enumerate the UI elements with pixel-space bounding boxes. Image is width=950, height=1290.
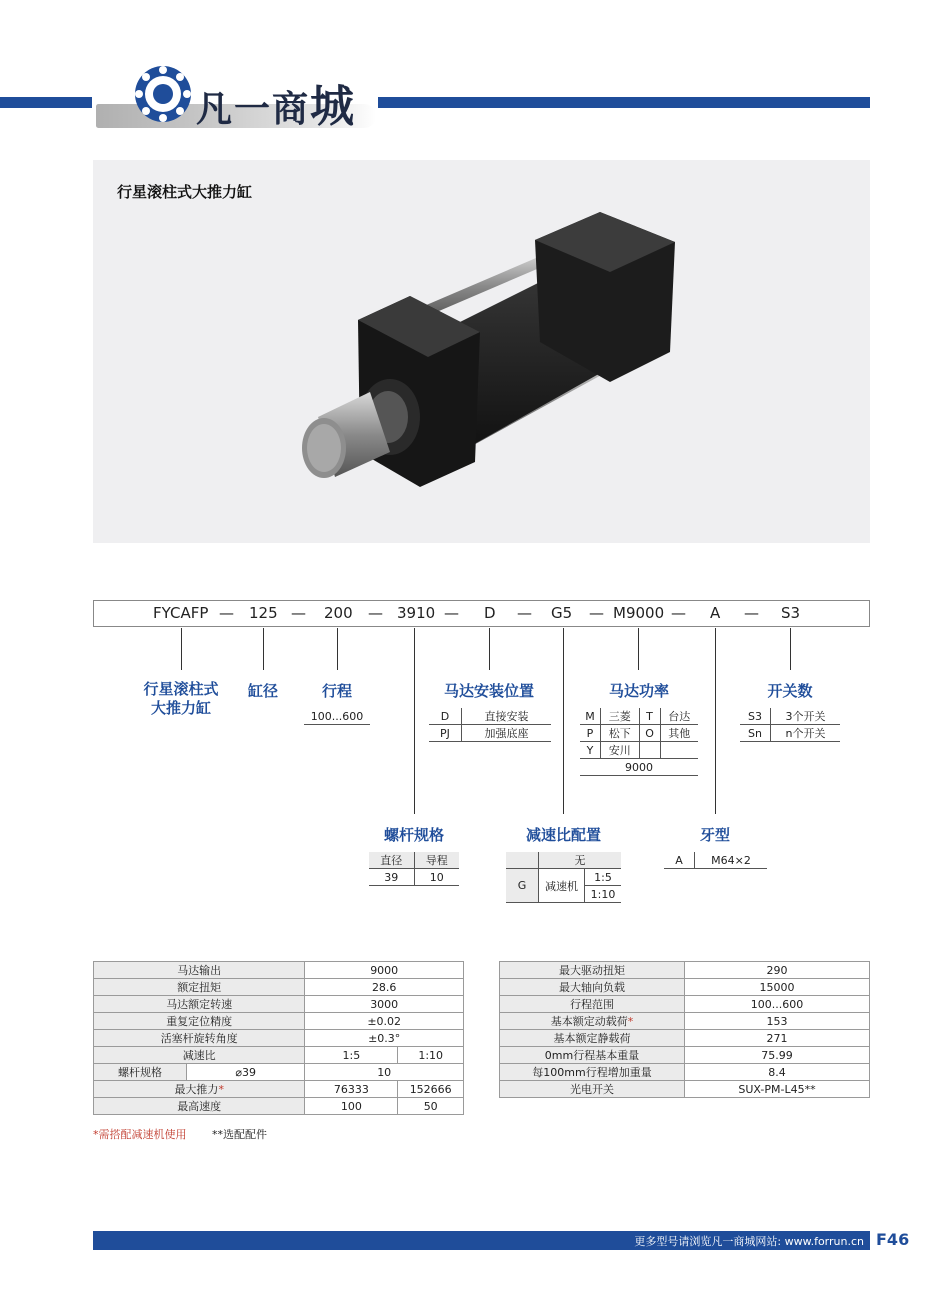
label-reducer: 减速比配置 [525,826,601,844]
motor-mount-table [429,708,551,742]
spec-value: 15000 [685,979,870,996]
spec-key: 减速比 [94,1047,305,1064]
label-switch-count: 开关数 [767,682,813,700]
spec-value: 9000 [305,962,464,979]
switch-desc: n个开关 [771,725,841,742]
motor-brand: 三菱 [601,708,640,725]
motor-brand [660,742,698,759]
code-stroke: 200 [324,604,353,622]
code-dash: — [589,604,604,622]
rod-spec-table [369,852,459,886]
label-rod-spec: 螺杆规格 [383,826,444,844]
motor-brand-code: Y [580,742,601,759]
thread-desc: M64×2 [695,852,768,869]
motor-brand-code [639,742,660,759]
code-bore: 125 [249,604,278,622]
mount-desc: 直接安装 [462,708,552,725]
switch-desc: 3个开关 [771,708,841,725]
spec-value: 28.6 [305,979,464,996]
code-rod: 3910 [397,604,436,622]
mount-code: PJ [429,725,462,742]
spec-key: 马达输出 [94,962,305,979]
spec-key: 0mm行程基本重量 [500,1047,685,1064]
cylinder-product-image [290,212,690,492]
leader-line [414,628,415,814]
spec-value: ±0.3° [305,1030,464,1047]
spec-value: 50 [398,1098,464,1115]
spec-key: 额定扭矩 [94,979,305,996]
code-dash: — [291,604,306,622]
code-dash: — [671,604,686,622]
reducer-ratio: 1:5 [585,869,621,886]
leader-line [790,628,791,670]
reducer-code: G [506,869,539,903]
leader-line [563,628,564,814]
label-stroke: 行程 [321,682,352,700]
footer-website-text: 更多型号请浏览凡一商城网站: www.forrun.cn [634,1235,864,1248]
spec-value: 10 [305,1064,464,1081]
spec-key: 最大驱动扭矩 [500,962,685,979]
header-bar-right [378,97,870,108]
label-thread: 牙型 [699,826,730,844]
leader-line [337,628,338,670]
label-cylinder-type: 行星滚柱式 大推力缸 [143,680,219,717]
spec-key: 基本额定静载荷 [500,1030,685,1047]
switch-code: S3 [740,708,771,725]
mount-code: D [429,708,462,725]
spec-key: 最高速度 [94,1098,305,1115]
spec-value: 76333 [305,1081,398,1098]
code-dash: — [517,604,532,622]
rod-header-lead: 导程 [414,852,459,869]
spec-key: 光电开关 [500,1081,685,1098]
spec-key: 每100mm行程增加重量 [500,1064,685,1081]
spec-value: 100...600 [685,996,870,1013]
label-motor-power: 马达功率 [608,682,669,700]
spec-value: 271 [685,1030,870,1047]
logo-wordmark: 凡一商城 [196,81,357,132]
reducer-none: 无 [539,852,622,869]
stroke-range: 100...600 [304,708,370,725]
spec-value: 1:10 [398,1047,464,1064]
motor-brand-code: M [580,708,601,725]
switch-table [740,708,840,742]
spec-value: 8.4 [685,1064,870,1081]
reducer-ratio: 1:10 [585,886,621,903]
spec-value: 1:5 [305,1047,398,1064]
spec-table-left [93,961,464,1115]
rod-lead: 10 [414,869,459,886]
code-reducer: G5 [551,604,573,622]
label-motor-mount: 马达安装位置 [443,682,534,700]
spec-key: 马达额定转速 [94,996,305,1013]
spec-value: 3000 [305,996,464,1013]
code-dash: — [368,604,383,622]
motor-brand-code: O [639,725,660,742]
leader-line [181,628,182,670]
spec-value: 100 [305,1098,398,1115]
motor-power-table [580,708,698,776]
code-thread: A [710,604,721,622]
page-number: F46 [876,1230,910,1249]
spec-key: 最大轴向负载 [500,979,685,996]
motor-power-value: 9000 [580,759,698,776]
rod-diameter: 39 [369,869,414,886]
rod-header-diameter: 直径 [369,852,414,869]
note-optional-accessory: **选配配件 [212,1128,267,1141]
spec-key: 基本额定动载荷* [500,1013,685,1030]
spec-value: 75.99 [685,1047,870,1064]
motor-brand-code: T [639,708,660,725]
mount-desc: 加强底座 [462,725,552,742]
motor-brand: 松下 [601,725,640,742]
code-dash: — [444,604,459,622]
spec-key: 最大推力* [94,1081,305,1098]
code-series: FYCAFP [153,604,209,622]
code-dash: — [219,604,234,622]
spec-key: 行程范围 [500,996,685,1013]
product-title: 行星滚柱式大推力缸 [117,183,253,201]
spec-value: 152666 [398,1081,464,1098]
spec-key: 螺杆规格 [94,1064,187,1081]
reducer-table [506,852,621,903]
spec-key: 活塞杆旋转角度 [94,1030,305,1047]
spec-value: ±0.02 [305,1013,464,1030]
thread-code: A [664,852,695,869]
code-switch: S3 [781,604,801,622]
motor-brand: 安川 [601,742,640,759]
spec-rod-diameter: ⌀39 [187,1064,305,1081]
leader-line [715,628,716,814]
code-motor: M9000 [613,604,665,622]
switch-code: Sn [740,725,771,742]
stroke-table [304,708,370,725]
leader-line [489,628,490,670]
motor-brand-code: P [580,725,601,742]
label-bore: 缸径 [247,682,278,700]
spec-value: 290 [685,962,870,979]
leader-line [263,628,264,670]
bearing-logo-icon [133,64,193,124]
spec-table-right [499,961,870,1098]
header-bar-left [0,97,92,108]
reducer-name: 减速机 [539,869,585,903]
spec-value: SUX-PM-L45** [685,1081,870,1098]
thread-table [664,852,767,869]
code-dash: — [744,604,759,622]
spec-value: 153 [685,1013,870,1030]
spec-key: 重复定位精度 [94,1013,305,1030]
note-reducer-required: *需搭配减速机使用 [93,1128,187,1141]
motor-brand: 台达 [660,708,698,725]
motor-brand: 其他 [660,725,698,742]
leader-line [638,628,639,670]
code-mount: D [484,604,496,622]
